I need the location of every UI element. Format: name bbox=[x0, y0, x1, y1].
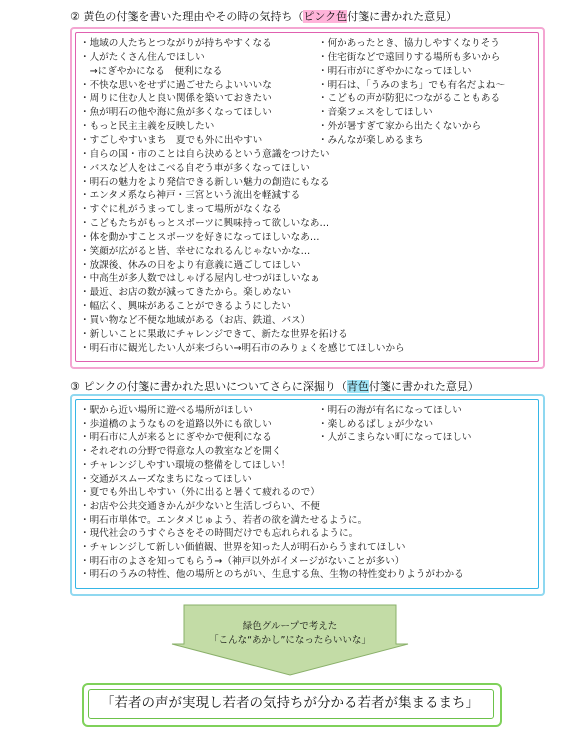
opinion-item: ・笑顔が広がると皆、幸せになれるんじゃないかな… bbox=[80, 245, 311, 257]
opinion-item: ・夏でも外出しやすい（外に出ると暑くて疲れるので） bbox=[80, 487, 320, 499]
opinion-item: ・幅広く、興味があることができるようにしたい bbox=[80, 301, 291, 313]
opinion-item: ・住宅街などで遠回りする場所も多いから bbox=[318, 51, 501, 63]
opinion-item: ・すぐに札がうまってしまって場所がなくなる bbox=[80, 204, 282, 216]
opinion-item: ・現代社会のうすぐらさをその時間だけでも忘れられるように。 bbox=[80, 528, 359, 540]
opinion-item: ・こどもの声が防犯につながることもある bbox=[318, 93, 501, 105]
opinion-item: →にぎやかになる 便利になる bbox=[80, 65, 223, 77]
section3-heading-highlight: 青色 bbox=[346, 380, 369, 393]
opinion-item: ・明石は、「うみのまち」でも有名だよね～ bbox=[318, 79, 506, 91]
opinion-item: ・交通がスムーズなまちになってほしい bbox=[80, 473, 252, 485]
section2-heading-post: 付箋に書かれた意見） bbox=[347, 10, 458, 23]
opinion-item: ・明石の海が有名になってほしい bbox=[318, 405, 462, 416]
opinion-item: ・不快な思いをせずに過ごせたらよいいいな bbox=[80, 79, 272, 91]
opinion-item: ・明石市単体で。エンタメじゅよう、若者の欲を満たせるように。 bbox=[80, 514, 368, 526]
opinion-item: ・明石の魅力をより発信できる新しい魅力の創造にもなる bbox=[80, 176, 330, 188]
opinion-item: ・地域の人たちとつながりが持ちやすくなる bbox=[80, 38, 272, 49]
opinion-item: ・チャレンジして新しい価値観、世界を知った人が明石からうまれてほしい bbox=[80, 542, 406, 553]
section3-heading bbox=[70, 378, 479, 394]
opinion-item: ・最近、お店の数が減ってきたから。楽しめない bbox=[80, 287, 292, 299]
opinion-item: ・チャレンジしやすい環境の整備をしてほしい！ bbox=[80, 459, 291, 471]
section3-heading-post: 付箋に書かれた意見） bbox=[368, 380, 479, 393]
opinion-item: ・明石市に人が来るとにぎやかで便利になる bbox=[80, 432, 272, 444]
section2-heading-pre: ② 黄色の付箋を書いた理由やその時の気持ち（ bbox=[70, 10, 304, 23]
opinion-item: ・明石市がにぎやかになってほしい bbox=[318, 65, 472, 77]
opinion-item: ・音楽フェスをしてほしい bbox=[318, 107, 433, 119]
opinion-item: ・買い物など不便な地域がある（お店、鉄道、バス） bbox=[80, 315, 311, 326]
opinion-item: ・明石市に観光したい人が来づらい→明石市のみりょくを感じてほしいから bbox=[80, 342, 405, 354]
section2-heading bbox=[70, 8, 457, 24]
section3-heading-pre: ③ ピンクの付箋に書かれた思いについてさらに深掘り（ bbox=[70, 380, 347, 393]
opinion-item: ・こどもたちがもっとスポーツに興味持って欲しいなあ… bbox=[80, 218, 330, 230]
opinion-item: ・体を動かすことスポーツを好きになってほしいなあ… bbox=[80, 231, 320, 243]
arrow-label-line2: 「こんな“あかし”になったらいいな」 bbox=[209, 635, 371, 646]
opinion-item: ・お店や公共交通きかんが少ないと生活しづらい、不便 bbox=[80, 500, 320, 512]
opinion-item: ・人がこまらない町になってほしい bbox=[318, 432, 472, 444]
opinion-item: ・エンタメ系なら神戸・三宮という流出を軽減する bbox=[80, 190, 301, 202]
opinion-item: ・外が暑すぎて家から出たくないから bbox=[318, 121, 482, 133]
final-statement-text: 「若者の声が実現し若者の気持ちが分かる若者が集まるまち」 bbox=[101, 695, 479, 711]
opinion-item: ・バスなど人をはこべる自ぞう車が多くなってほしい bbox=[80, 162, 310, 174]
section2-heading-highlight: ピンク色 bbox=[303, 10, 348, 23]
arrow-label-line1: 緑色グループで考えた bbox=[242, 621, 338, 632]
opinion-item: ・周りに住む人と良い関係を築いておきたい bbox=[80, 93, 272, 105]
opinion-item: ・もっと民主主義を反映したい bbox=[80, 121, 215, 133]
opinion-item: ・歩道橋のようなものを道路以外にも欲しい bbox=[80, 418, 272, 430]
opinion-item: ・駅から近い場所に遊べる場所がほしい bbox=[80, 405, 253, 416]
opinion-item: ・明石のうみの特性、他の場所とのちがい、生息する魚、生物の特性変わりようがわかる bbox=[80, 569, 464, 581]
opinion-item: ・魚が明石の他や海に魚が多くなってほしい bbox=[80, 107, 272, 119]
opinion-item: ・明石市のよさを知ってもらう→（神戸以外がイメージがないことが多い） bbox=[80, 555, 405, 567]
opinion-item: ・人がたくさん住んでほしい bbox=[80, 51, 205, 63]
opinion-item: ・中高生が多人数ではしゃげる屋内しせつがほしいなぁ bbox=[80, 273, 320, 285]
opinion-item: ・放課後、休みの日をより有意義に過ごしてほしい bbox=[80, 259, 301, 271]
opinion-item: ・何かあったとき、協力しやすくなりそう bbox=[318, 38, 500, 49]
opinion-item: ・みんなが楽しめるまち bbox=[318, 134, 424, 146]
opinion-item: ・新しいことに果敢にチャレンジできて、新たな世界を拓ける bbox=[80, 328, 348, 340]
opinion-item: ・楽しめるばしょが少ない bbox=[318, 418, 434, 430]
opinion-item: ・自らの国・市のことは自ら決めるという意識をつけたい bbox=[80, 148, 330, 160]
opinion-item: ・それぞれの分野で得意な人の教室などを開く bbox=[80, 446, 282, 458]
opinion-item: ・すごしやすいまち 夏でも外に出やすい bbox=[80, 134, 263, 146]
